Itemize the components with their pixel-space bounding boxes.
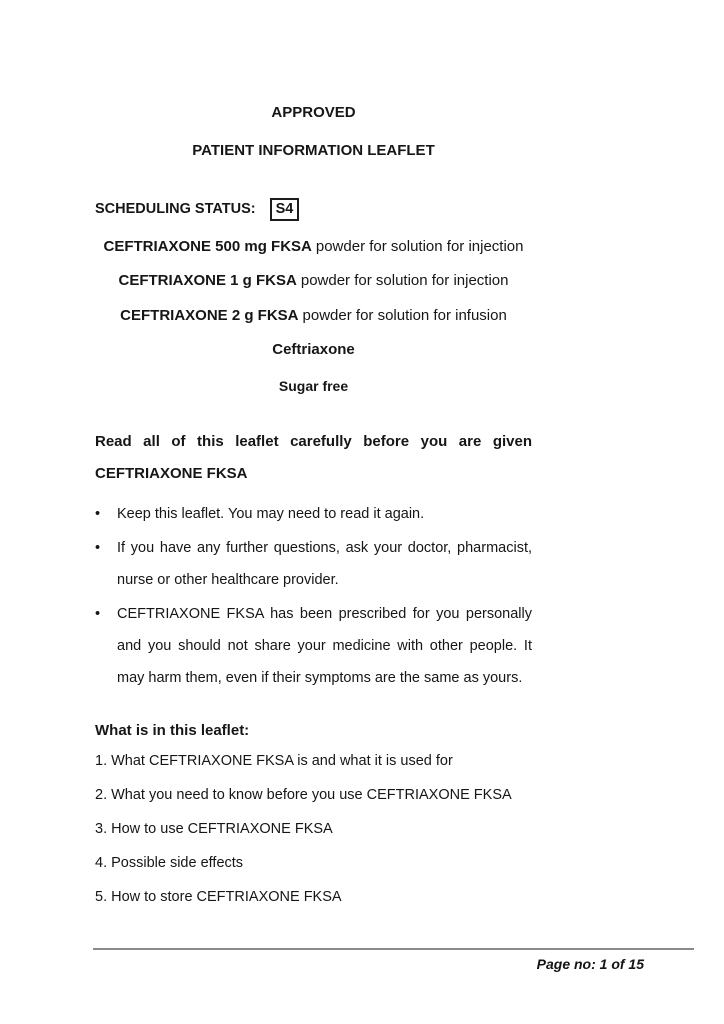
- bullet-marker: •: [95, 540, 101, 556]
- bullet-marker: •: [95, 506, 101, 522]
- bullet-text: If you have any further questions, ask your doctor, pharmacist, nurse or other healthcare provider.: [117, 540, 532, 588]
- bullet-item: [95, 598, 532, 694]
- toc-item-2: 2. What you need to know before you use CEFTRIAXONE FKSA: [95, 787, 512, 803]
- leaflet-contents-heading: What is in this leaflet:: [95, 722, 250, 739]
- product-desc-1g: powder for solution for injection: [300, 272, 509, 289]
- toc-item-1: 1. What CEFTRIAXONE FKSA is and what it is used for: [95, 753, 453, 769]
- bullet-item: [95, 532, 532, 596]
- sugar-free-label: Sugar free: [278, 378, 349, 394]
- bullet-text: Keep this leaflet. You may need to read it again.: [117, 506, 425, 522]
- toc-item-5: 5. How to store CEFTRIAXONE FKSA: [95, 889, 342, 905]
- approved-heading: APPROVED: [271, 104, 356, 121]
- scheduling-status-label: SCHEDULING STATUS:: [95, 201, 256, 217]
- product-line-1g: [95, 271, 532, 291]
- product-line-500mg: [95, 237, 532, 257]
- product-desc-2g: powder for solution for infusion: [302, 307, 507, 324]
- leaflet-contents-list: [95, 751, 532, 921]
- page-number: Page no: 1 of 15: [536, 956, 644, 972]
- footer-rule: [93, 948, 694, 974]
- product-name-1g: CEFTRIAXONE 1 g FKSA: [118, 272, 297, 289]
- scheduling-status-value: S4: [270, 198, 300, 221]
- bullet-item: [95, 498, 532, 530]
- read-carefully-heading: Read all of this leaflet carefully before you are given CEFTRIAXONE FKSA: [95, 433, 532, 482]
- generic-name: Ceftriaxone: [272, 341, 355, 358]
- product-name-2g: CEFTRIAXONE 2 g FKSA: [120, 307, 299, 324]
- toc-item-3: 3. How to use CEFTRIAXONE FKSA: [95, 821, 333, 837]
- bullet-text: CEFTRIAXONE FKSA has been prescribed for you personally and you should not share your medicine with other people. It may harm them, even if their symptoms are the same as yours.: [117, 606, 532, 686]
- bullet-marker: •: [95, 606, 101, 622]
- toc-item-4: 4. Possible side effects: [95, 855, 244, 871]
- product-line-2g: [95, 306, 532, 326]
- leaflet-title: PATIENT INFORMATION LEAFLET: [192, 142, 435, 159]
- scheduling-status-line: [95, 197, 532, 221]
- intro-bullet-list: [95, 498, 532, 694]
- product-desc-500mg: powder for solution for injection: [315, 238, 524, 255]
- product-name-500mg: CEFTRIAXONE 500 mg FKSA: [103, 238, 312, 255]
